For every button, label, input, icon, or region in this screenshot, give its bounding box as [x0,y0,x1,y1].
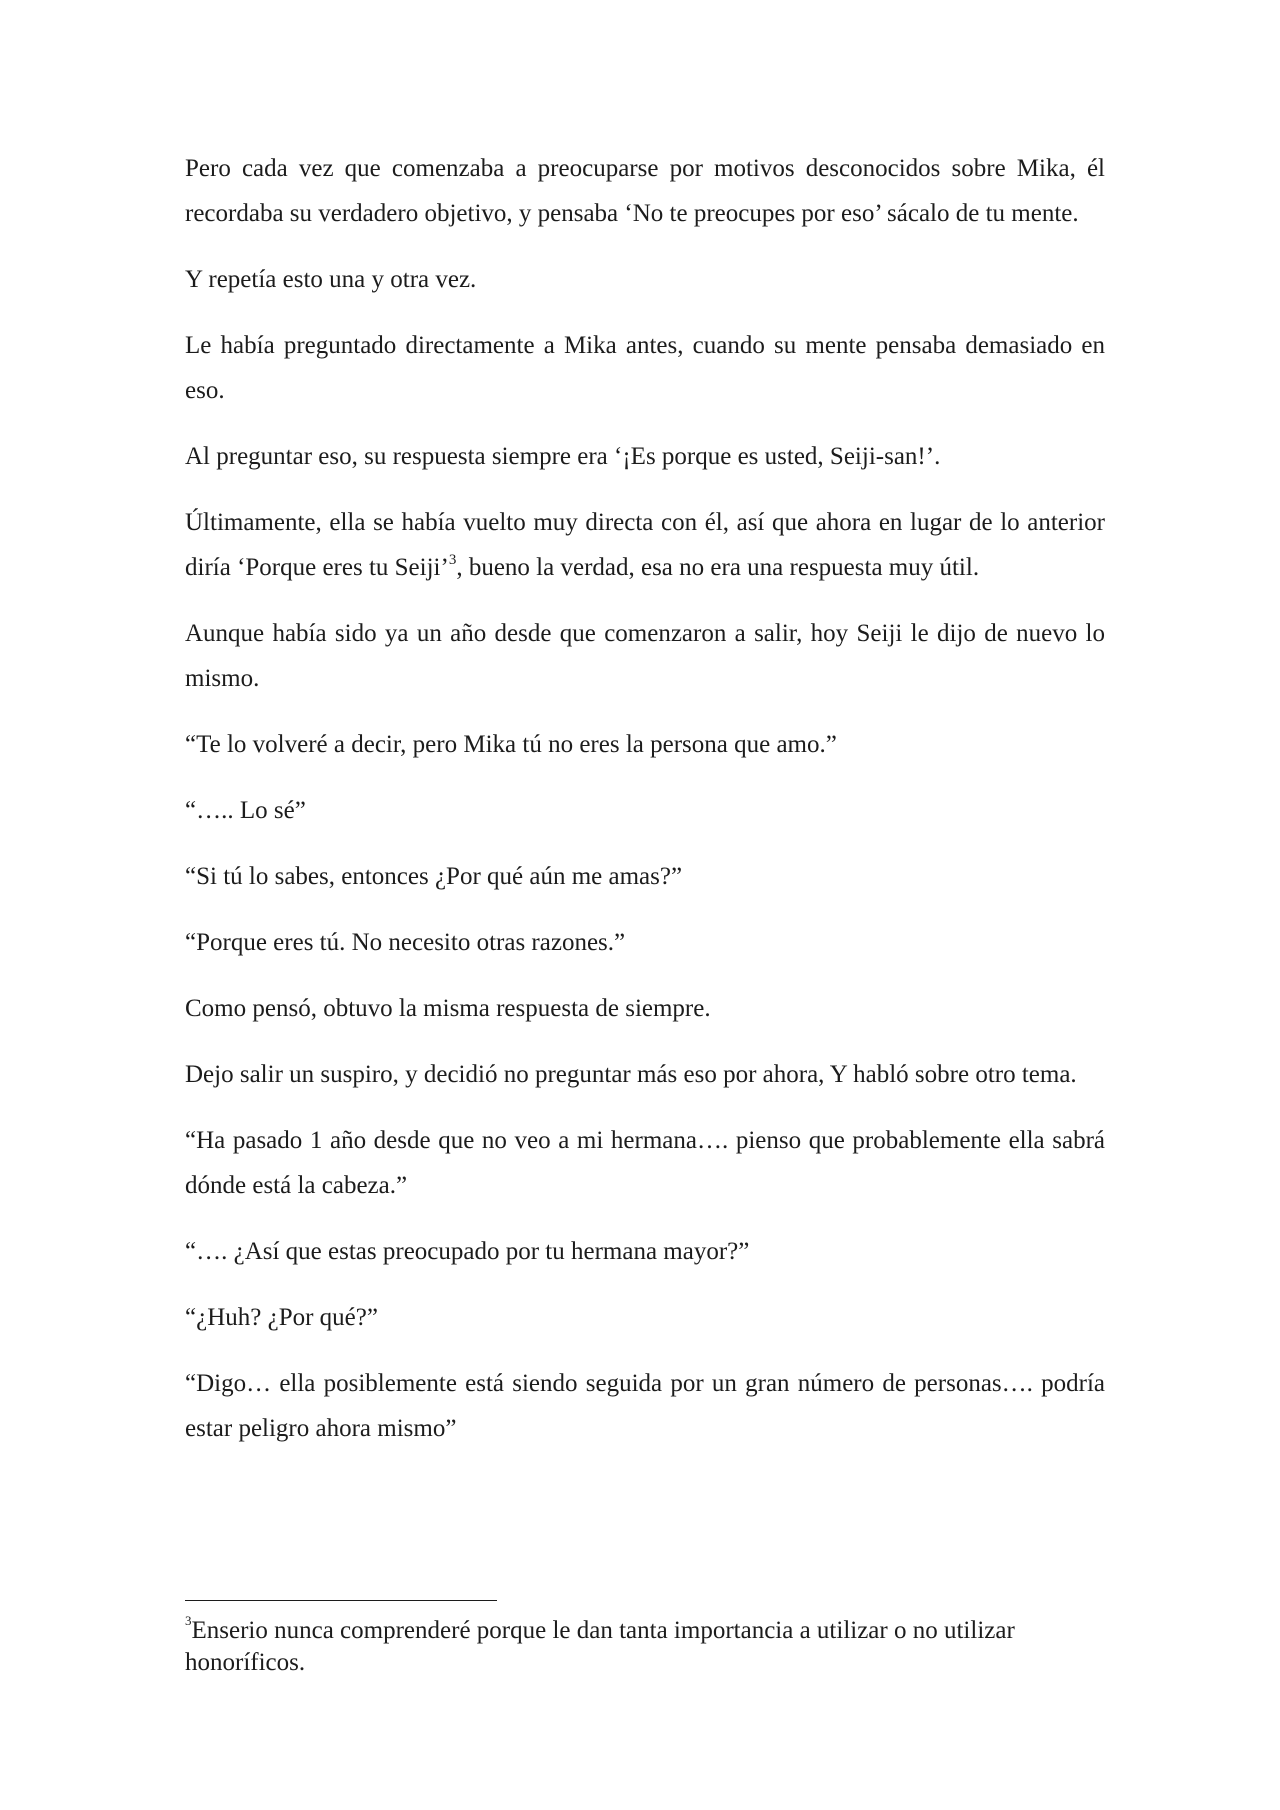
body-text [185,146,1105,1472]
paragraph: Dejo salir un suspiro, y decidió no preguntar más eso por ahora, Y habló sobre otro tema. [185,1061,1077,1088]
footnote-text: Enserio nunca comprenderé porque le dan tanta importancia a utilizar o no utilizar honoríficos. [185,1617,1015,1676]
footnote-marker: 3 [185,1612,192,1628]
paragraph: Y repetía esto una y otra vez. [185,266,477,293]
paragraph-text-after: , bueno la verdad, esa no era una respuesta muy útil. [456,554,980,581]
paragraph: Al preguntar eso, su respuesta siempre era ‘¡Es porque es usted, Seiji-san!’. [185,443,941,470]
dialogue-line: “Si tú lo sabes, entonces ¿Por qué aún me amas?” [185,863,683,890]
paragraph: Como pensó, obtuvo la misma respuesta de siempre. [185,995,711,1022]
dialogue-line: “Ha pasado 1 año desde que no veo a mi hermana…. pienso que probablemente ella sabrá dónde está la cabeza.” [185,1127,1105,1199]
paragraph: Pero cada vez que comenzaba a preocuparse por motivos desconocidos sobre Mika, él recordaba su verdadero objetivo, y pensaba ‘No te preocupes por eso’ sácalo de tu mente. [185,155,1105,227]
dialogue-line: “…. ¿Así que estas preocupado por tu hermana mayor?” [185,1238,750,1265]
footnote-divider [185,1600,497,1601]
dialogue-line: “¿Huh? ¿Por qué?” [185,1304,378,1331]
dialogue-line: “Te lo volveré a decir, pero Mika tú no eres la persona que amo.” [185,731,837,758]
footnote-reference: 3 [448,551,457,568]
footnote [185,1612,1085,1679]
paragraph-with-footnote-ref [185,500,1105,590]
paragraph: Aunque había sido ya un año desde que comenzaron a salir, hoy Seiji le dijo de nuevo lo mismo. [185,620,1105,692]
dialogue-line: “Porque eres tú. No necesito otras razones.” [185,929,626,956]
dialogue-line: “Digo… ella posiblemente está siendo seguida por un gran número de personas…. podría estar peligro ahora mismo” [185,1370,1105,1442]
paragraph-text-before: Últimamente, ella se había vuelto muy directa con él, así que ahora en lugar de lo anterior diría ‘Porque eres tu Seiji’ [185,509,1105,581]
paragraph: Le había preguntado directamente a Mika antes, cuando su mente pensaba demasiado en eso. [185,332,1105,404]
dialogue-line: “….. Lo sé” [185,797,306,824]
